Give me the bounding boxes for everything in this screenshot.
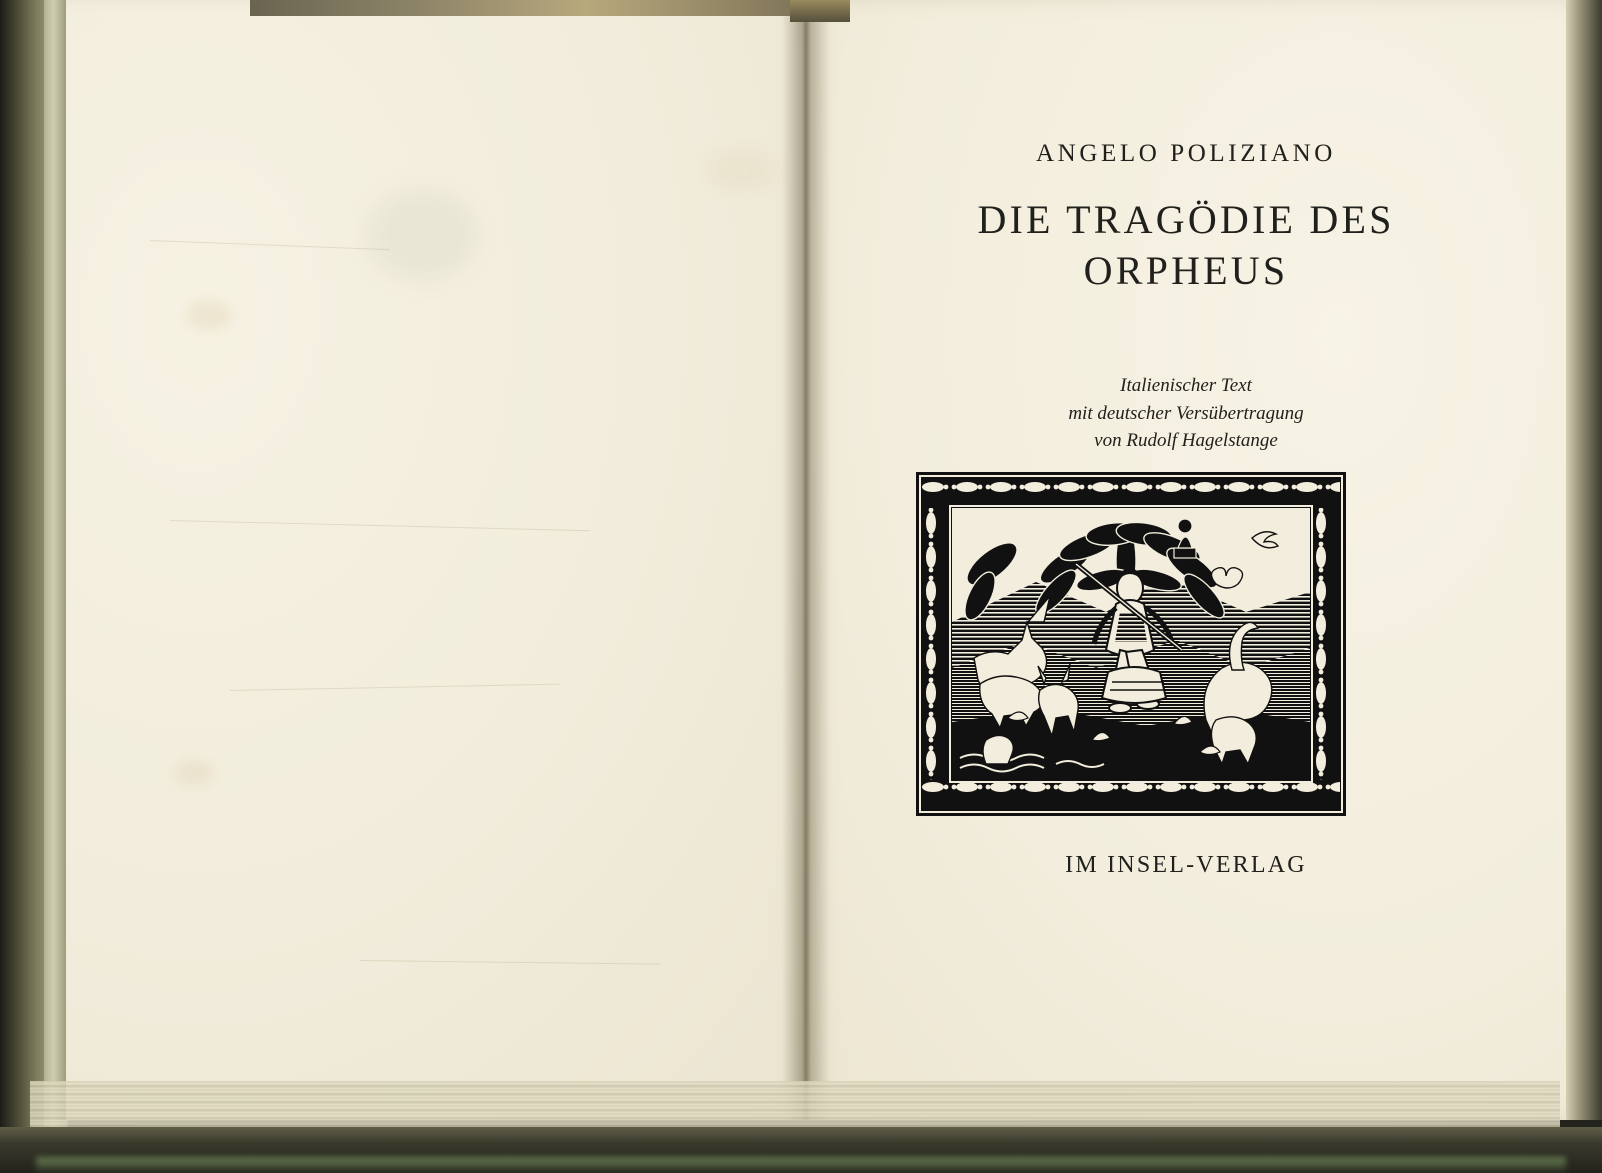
title-block — [806, 140, 1566, 455]
left-page — [66, 0, 806, 1120]
orpheus-woodcut-icon — [916, 472, 1346, 816]
subtitle-line-2: mit deutscher Versübertragung — [1068, 402, 1304, 424]
paper-stain — [706, 150, 776, 190]
author-name: ANGELO POLIZIANO — [1036, 140, 1336, 167]
edge-light-glow — [36, 1157, 1566, 1173]
paper-stain — [366, 190, 476, 280]
paper-stain — [174, 760, 214, 786]
spine-headband — [250, 0, 810, 16]
book-cover-left-edge — [0, 0, 66, 1173]
paper-stain — [186, 300, 232, 330]
publisher-imprint: IM INSEL-VERLAG — [1065, 852, 1307, 878]
subtitle-line-3: von Rudolf Hagelstange — [1094, 430, 1278, 452]
page-title-line-2: ORPHEUS — [1083, 248, 1289, 294]
page-title — [806, 194, 1566, 296]
book-page-edges-bottom — [30, 1081, 1560, 1133]
subtitle-block — [806, 372, 1566, 455]
book-cover-left-highlight — [44, 0, 68, 1173]
page-title-line-1: DIE TRAGÖDIE DES — [977, 197, 1395, 242]
subtitle-line-1: Italienischer Text — [1120, 375, 1252, 397]
spine-headband-detail — [790, 0, 850, 22]
book-fore-edge-right — [1566, 0, 1602, 1120]
